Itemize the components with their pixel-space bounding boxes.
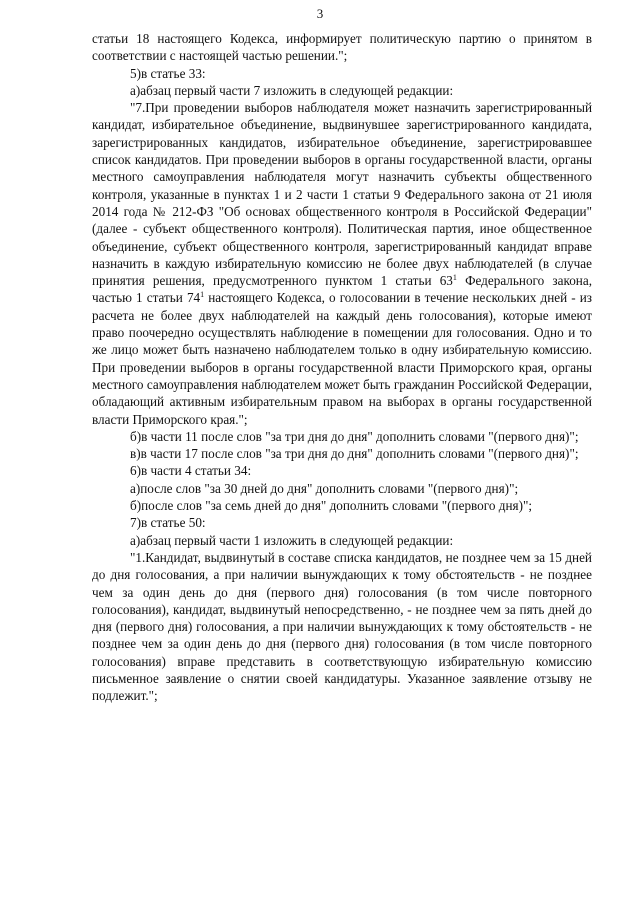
paragraph-part-1-text: "1.Кандидат, выдвинутый в составе списка кандидатов, не позднее чем за 15 дней до дня голосования, а при наличии вынуждающих к тому обстоятельств - не позднее чем за один день до дня (первого дня) голосования (в том числе повторного голосования), кандидат, выдвинутый непосредственно, - не позднее чем за пять дней до дня (первого дня) голосования, а при наличии вынуждающих к тому обстоятельств - не позднее чем за один день до дня (первого дня) голосования (в том числе повторного голосования) вправе представить в соответствующую избирательную комиссию письменное заявление о снятии своей кандидатуры. Указанное заявление отзыву не подлежит.";	[92, 549, 592, 704]
text-segment: "7.При проведении выборов наблюдателя может назначить зарегистрированный кандидат, избирательное объединение, выдвинувшее зарегистрированного кандидата, зарегистрированных кандидатов, избирательное объединение, зарегистрировавшее список кандидатов. При проведении выборов в органы государственной власти, органы местного самоуправления наблюдателя могут назначить субъекты общественного контроля, указанные в пунктах 1 и 2 части 1 статьи 9 Федерального закона от 21 июля 2014 года № 212-ФЗ "Об основах общественного контроля в Российской Федерации" (далее - субъект общественного контроля). Политическая партия, иное общественное объединение, субъект общественного контроля, зарегистрированный кандидат вправе назначить в каждую избирательную комиссию не более двух наблюдателей (в случае принятия решения, предусмотренного пунктом 1 статьи 63	[92, 100, 592, 289]
superscript: 1	[200, 290, 205, 300]
page-number: 3	[316, 6, 324, 21]
paragraph-item-7: 7)в статье 50:	[130, 515, 206, 531]
paragraph-item-5: 5)в статье 33:	[130, 65, 206, 81]
paragraph-item-6a: а)после слов "за 30 дней до дня" дополнить словами "(первого дня)";	[130, 480, 519, 496]
text-segment: Федерального закона, частью 1 статьи 74	[92, 273, 593, 306]
paragraph-continuation: статьи 18 настоящего Кодекса, информирует политическую партию о принятом в соответствии с настоящей частью решении.";	[92, 31, 592, 64]
paragraph-item-6b: б)после слов "за семь дней до дня" дополнить словами "(первого дня)";	[130, 498, 533, 514]
paragraph-part-7-text	[92, 99, 592, 428]
paragraph-item-5v: в)в части 17 после слов "за три дня до дня" дополнить словами "(первого дня)";	[130, 446, 579, 462]
document-body	[92, 30, 592, 705]
paragraph-item-7a: а)абзац первый части 1 изложить в следующей редакции:	[130, 532, 454, 548]
text-segment: настоящего Кодекса, о голосовании в течение нескольких дней - из расчета не более двух наблюдателей на каждый день голосования), которые имеют право поочередно осуществлять наблюдение в помещении для голосования. Одно и то же лицо может быть назначено наблюдателем только в одну избирательную комиссию. При проведении выборов в органы государственной власти Приморского края, органы местного самоуправления наблюдателем может быть гражданин Российской Федерации, обладающий активным избирательным правом на выборах в органы государственной власти Приморского края.";	[92, 290, 592, 427]
paragraph-item-6: 6)в части 4 статьи 34:	[130, 463, 252, 479]
superscript: 1	[452, 273, 457, 283]
paragraph-item-5b: б)в части 11 после слов "за три дня до дня" дополнить словами "(первого дня)";	[130, 428, 579, 444]
paragraph-item-5a: а)абзац первый части 7 изложить в следующей редакции:	[130, 82, 454, 98]
